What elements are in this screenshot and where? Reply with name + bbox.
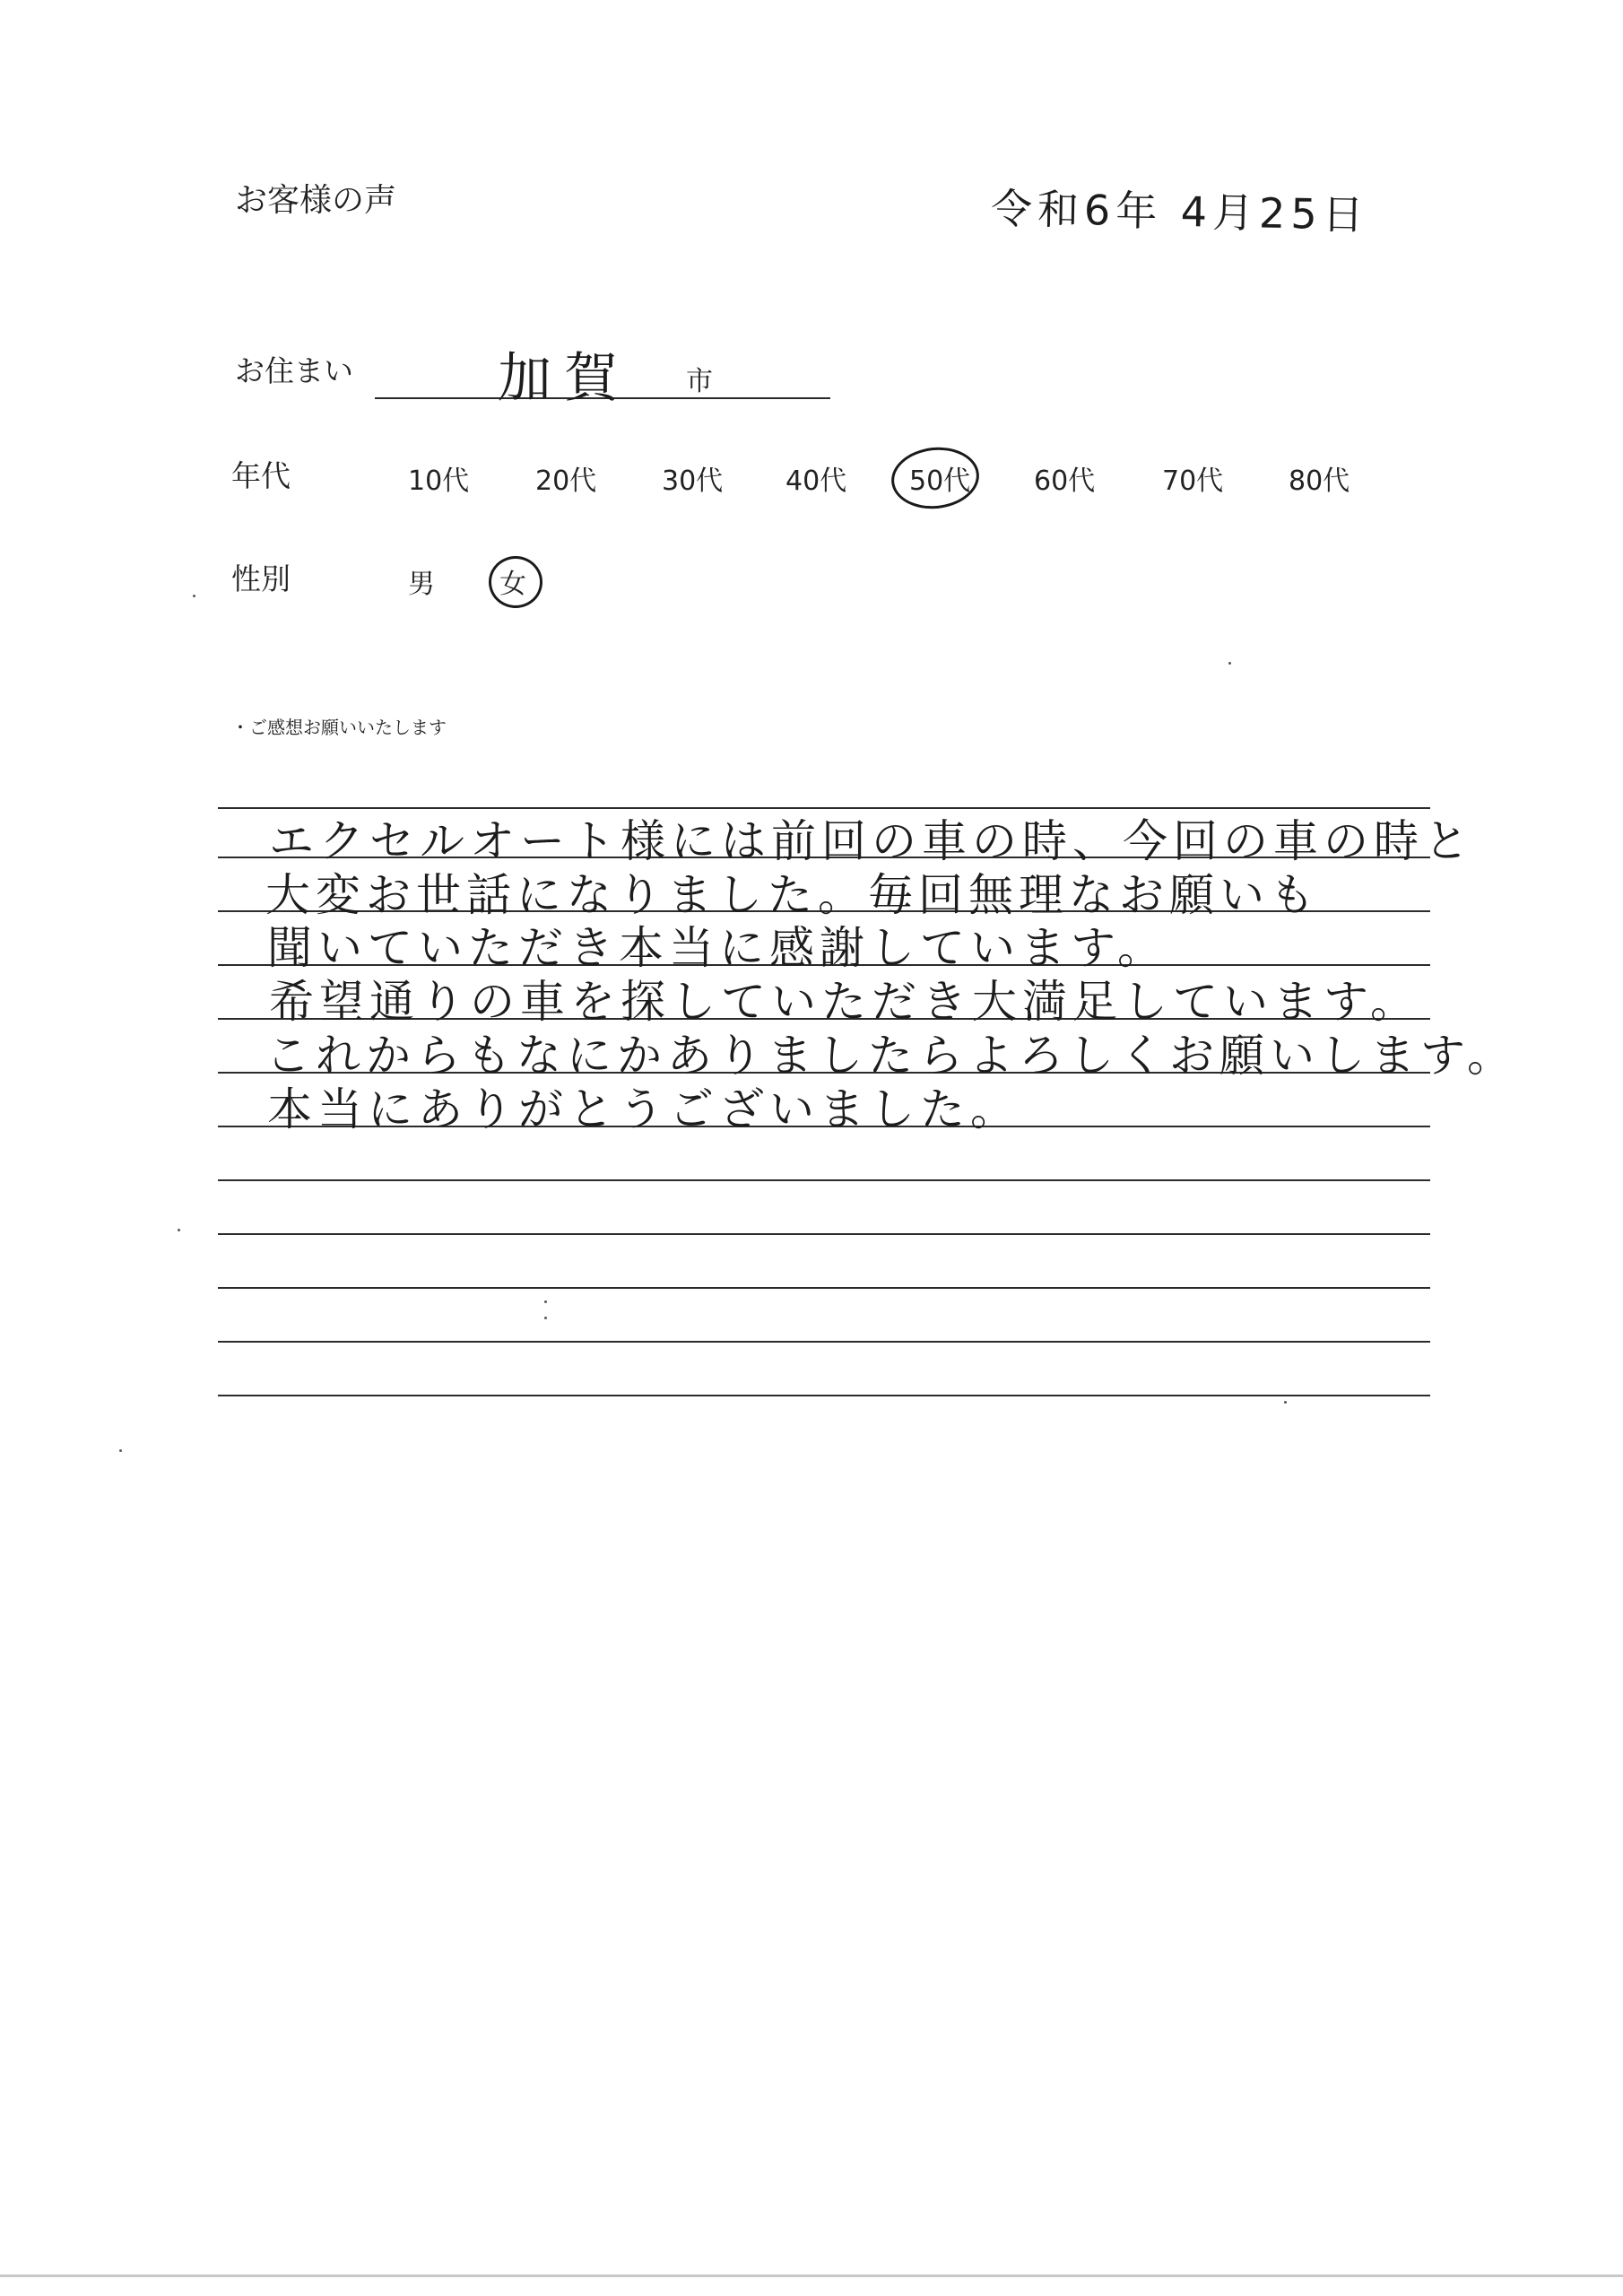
age-option-60s: 60代 [1034, 465, 1096, 497]
scan-bottom-edge [0, 2274, 1623, 2277]
ruled-line [218, 1395, 1430, 1396]
ruled-line [218, 1233, 1430, 1235]
scan-speck [544, 1300, 547, 1303]
address-value: 加賀 [498, 347, 630, 410]
comment-line-5: これからもなにかありましたらよろしくお願いします。 [265, 1030, 1517, 1082]
age-option-20s: 20代 [535, 465, 597, 497]
age-selection-circle [889, 443, 983, 513]
comment-line-3: 聞いていただき本当に感謝しています。 [267, 922, 1167, 974]
age-label: 年代 [231, 458, 291, 493]
gender-option-male: 男 [408, 569, 435, 600]
gender-selection-circle [489, 556, 542, 608]
gender-label: 性別 [231, 561, 291, 596]
age-option-40s: 40代 [785, 465, 847, 497]
comment-prompt: ・ご感想お願いいたします [231, 717, 447, 738]
handwritten-date: 令和6年 4月25日 [990, 184, 1370, 239]
age-option-30s: 30代 [662, 465, 724, 497]
age-option-80s: 80代 [1289, 465, 1350, 497]
address-suffix: 市 [686, 366, 713, 397]
address-label: お住まい [235, 353, 353, 388]
scan-speck [178, 1229, 180, 1231]
age-option-10s: 10代 [408, 465, 470, 497]
form-title: お客様の声 [235, 182, 397, 219]
comment-line-4: 希望通りの車を探していただき大満足しています。 [269, 976, 1420, 1028]
scan-speck [1228, 662, 1231, 665]
comment-line-6: 本当にありがとうございました。 [267, 1083, 1020, 1135]
age-option-70s: 70代 [1162, 465, 1224, 497]
comment-line-1: エクセルオート様には前回の車の時、今回の車の時と [269, 815, 1474, 867]
ruled-line [218, 1179, 1430, 1181]
age-option-50s: 50代 [909, 465, 971, 497]
scan-speck [1284, 1401, 1287, 1404]
scan-speck [193, 595, 195, 597]
scan-speck [544, 1317, 547, 1319]
ruled-line [218, 1287, 1430, 1289]
ruled-line [218, 1341, 1430, 1343]
comment-line-2: 大変お世話になりました。毎回無理なお願いも [265, 869, 1320, 921]
gender-option-female: 女 [499, 569, 526, 600]
scan-speck [119, 1449, 122, 1452]
